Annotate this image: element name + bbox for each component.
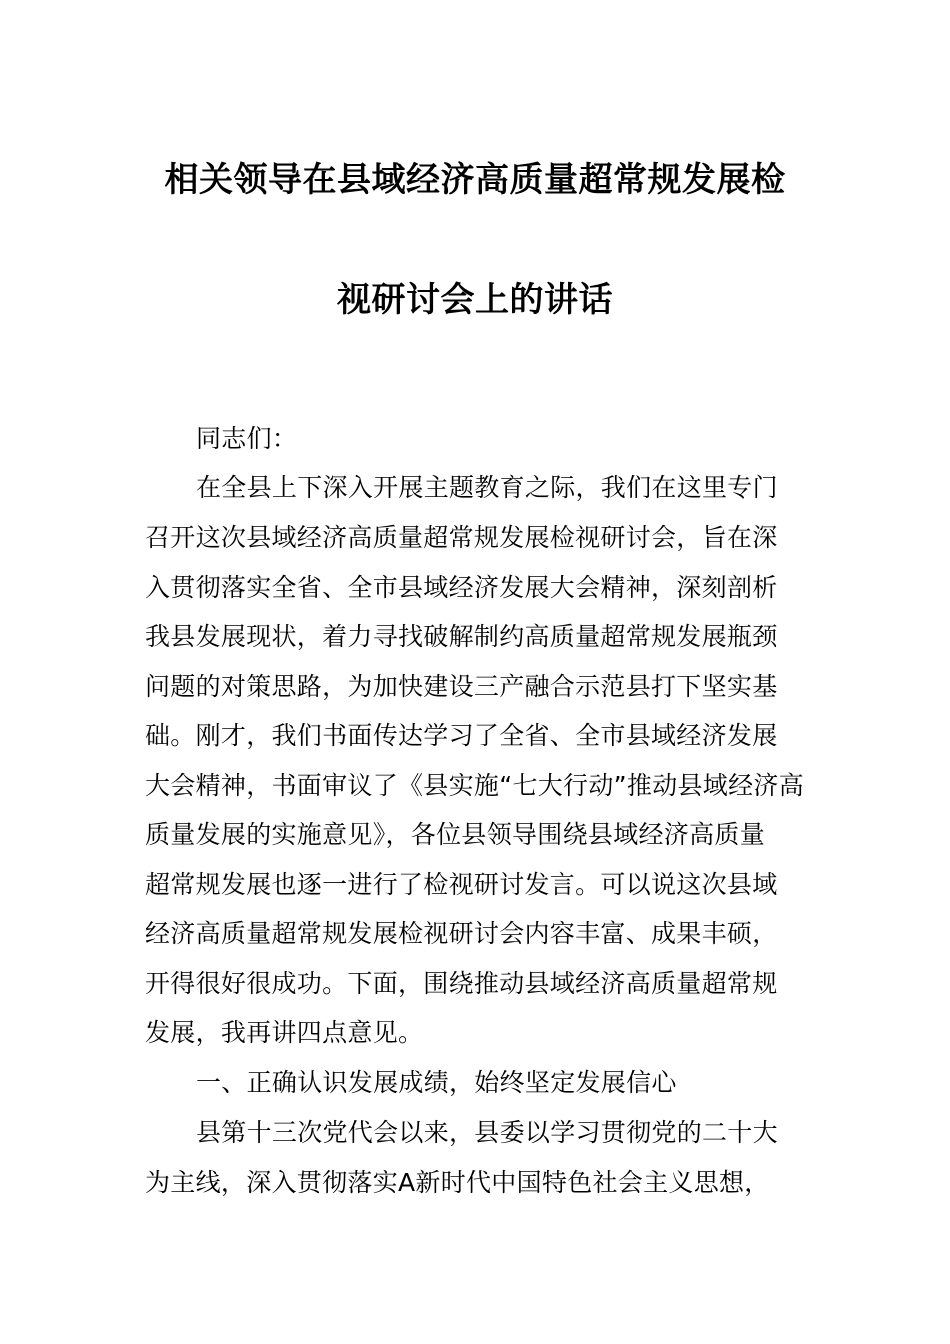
paragraph-line: 超常规发展也逐一进行了检视研讨发言。可以说这次县域 bbox=[145, 870, 778, 899]
document-title-line-2: 视研讨会上的讲话 bbox=[337, 280, 613, 320]
paragraph-line: 问题的对策思路，为加快建设三产融合示范县打下坚实基 bbox=[145, 672, 778, 701]
paragraph-line: 质量发展的实施意见》，各位县领导围绕县域经济高质量 bbox=[145, 820, 766, 849]
paragraph-line: 入贯彻落实全省、全市县域经济发展大会精神，深刻剖析 bbox=[145, 573, 778, 602]
paragraph-line: 在全县上下深入开展主题教育之际，我们在这里专门 bbox=[196, 473, 778, 502]
paragraph-line: 召开这次县域经济高质量超常规发展检视研讨会，旨在深 bbox=[145, 523, 778, 552]
paragraph-line: 县第十三次党代会以来，县委以学习贯彻党的二十大 bbox=[196, 1118, 778, 1147]
paragraph-line: 为主线，深入贯彻落实A新时代中国特色社会主义思想， bbox=[145, 1168, 770, 1197]
section-heading: 一、正确认识发展成绩，始终坚定发展信心 bbox=[196, 1068, 677, 1097]
paragraph-line: 经济高质量超常规发展检视研讨会内容丰富、成果丰硕， bbox=[145, 919, 778, 948]
salutation: 同志们： bbox=[196, 424, 298, 453]
paragraph-line: 开得很好很成功。下面，围绕推动县域经济高质量超常规 bbox=[145, 969, 778, 998]
document-title-line-1: 相关领导在县域经济高质量超常规发展检 bbox=[164, 160, 786, 200]
paragraph-line: 础。刚才，我们书面传达学习了全省、全市县域经济发展 bbox=[145, 721, 778, 750]
paragraph-line: 大会精神，书面审议了《县实施“七大行动”推动县域经济高 bbox=[145, 771, 805, 800]
paragraph-line: 我县发展现状，着力寻找破解制约高质量超常规发展瓶颈 bbox=[145, 622, 778, 651]
paragraph-line: 发展，我再讲四点意见。 bbox=[145, 1018, 424, 1047]
